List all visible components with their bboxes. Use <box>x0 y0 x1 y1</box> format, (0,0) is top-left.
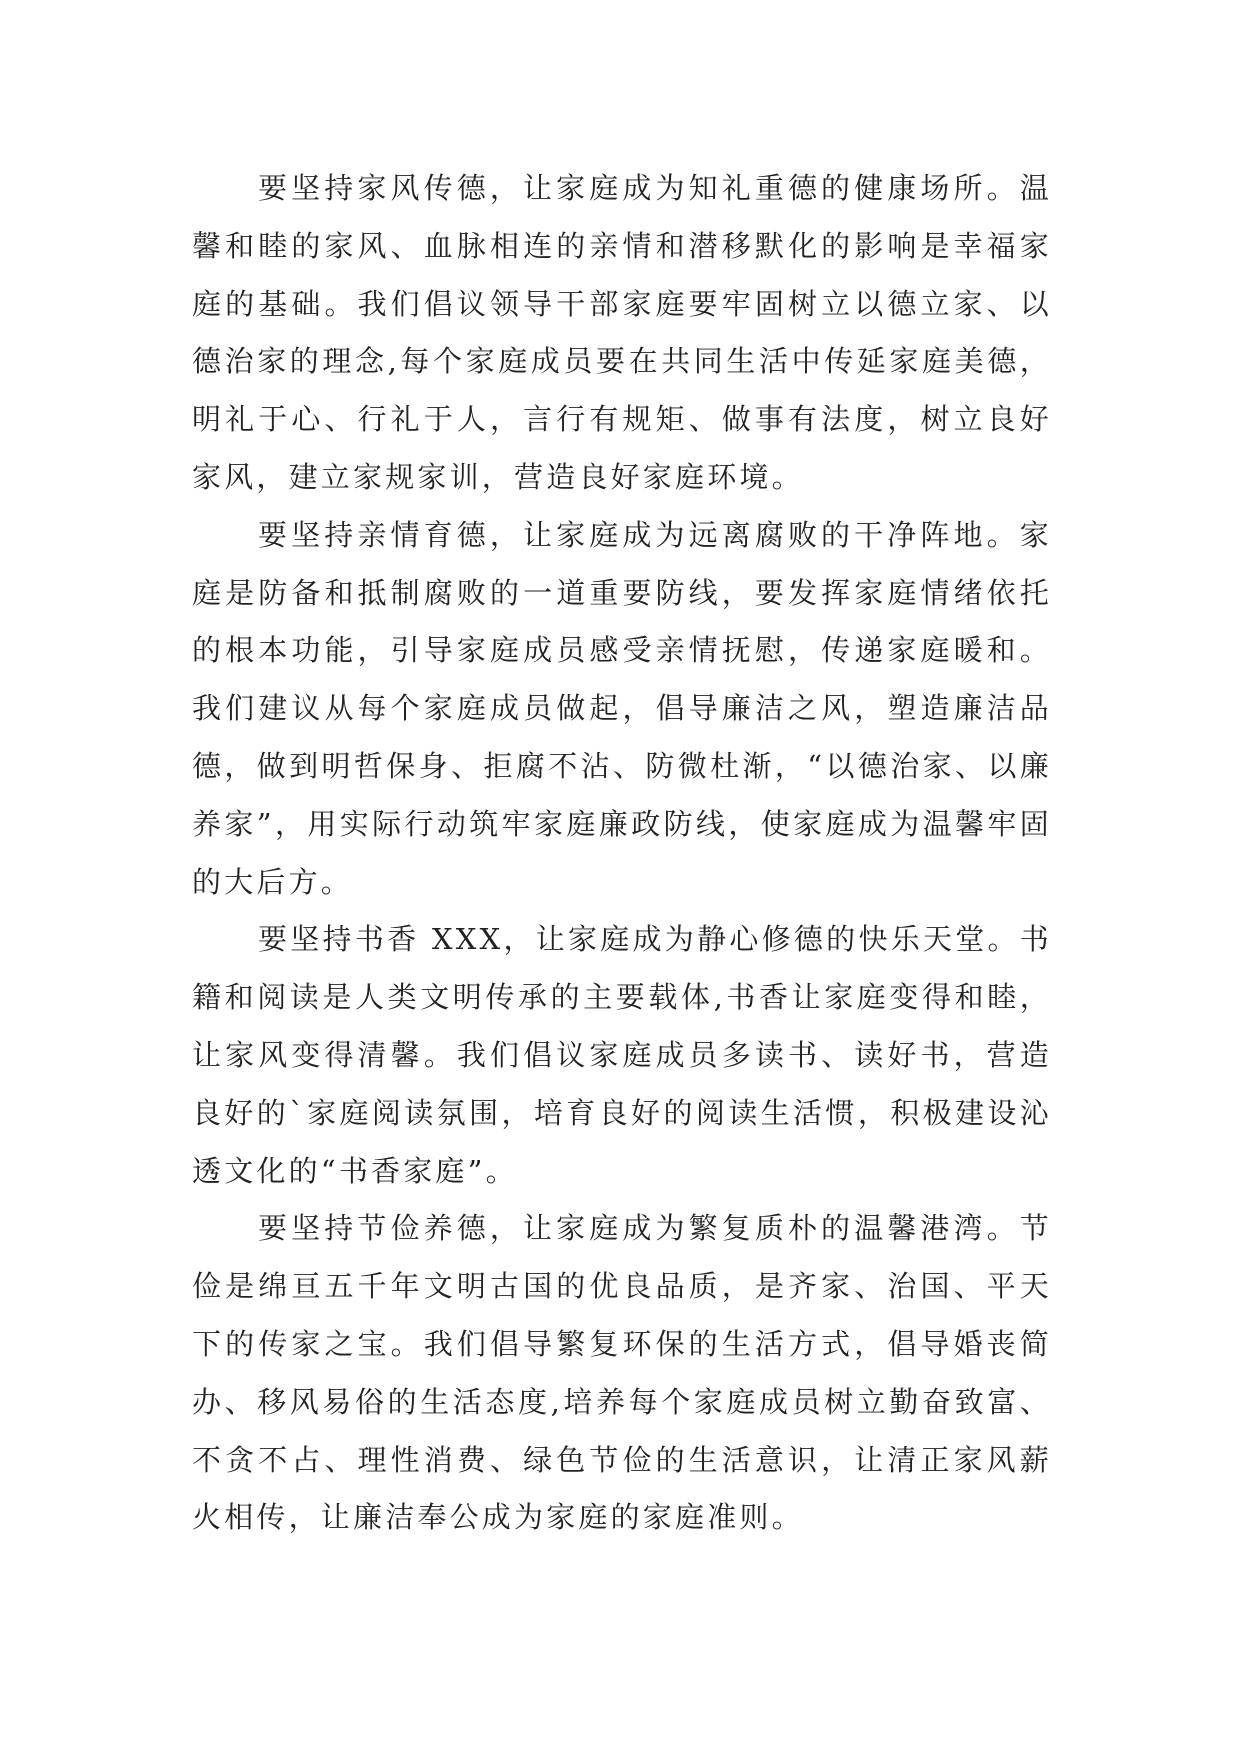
paragraph-frugality: 要坚持节俭养德，让家庭成为繁复质朴的温馨港湾。节俭是绵亘五千年文明古国的优良品质，是齐家、治国、平天下的传家之宝。我们倡导繁复环保的生活方式，倡导婚丧简办、移风易俗的生活态度,培养每个家庭成员树立勤奋致富、不贪不占、理性消费、绿色节俭的生活意识，让清正家风薪火相传，让廉洁奉公成为家庭的家庭准则。 <box>192 1211 1052 1535</box>
paragraph-book-fragrance: 要坚持书香 XXX，让家庭成为静心修德的快乐天堂。书籍和阅读是人类文明传承的主要载体,书香让家庭变得和睦，让家风变得清馨。我们倡议家庭成员多读书、读好书，营造良好的`家庭阅读氛围，培育良好的阅读生活惯，积极建设沁透文化的“书香家庭”。 <box>192 922 1052 1188</box>
paragraph-family-style: 要坚持家风传德，让家庭成为知礼重德的健康场所。温馨和睦的家风、血脉相连的亲情和潜移默化的影响是幸福家庭的基础。我们倡议领导干部家庭要牢固树立以德立家、以德治家的理念,每个家庭成员要在共同生活中传延家庭美德，明礼于心、行礼于人，言行有规矩、做事有法度，树立良好家风，建立家规家训，营造良好家庭环境。 <box>192 171 1052 494</box>
paragraph-family-affection: 要坚持亲情育德，让家庭成为远离腐败的干净阵地。家庭是防备和抵制腐败的一道重要防线，要发挥家庭情绪依托的根本功能，引导家庭成员感受亲情抚慰，传递家庭暖和。我们建议从每个家庭成员做起，倡导廉洁之风，塑造廉洁品德，做到明哲保身、拒腐不沾、防微杜渐，“以德治家、以廉养家”，用实际行动筑牢家庭廉政防线，使家庭成为温馨牢固的大后方。 <box>192 517 1052 899</box>
document-body <box>192 160 1052 1547</box>
